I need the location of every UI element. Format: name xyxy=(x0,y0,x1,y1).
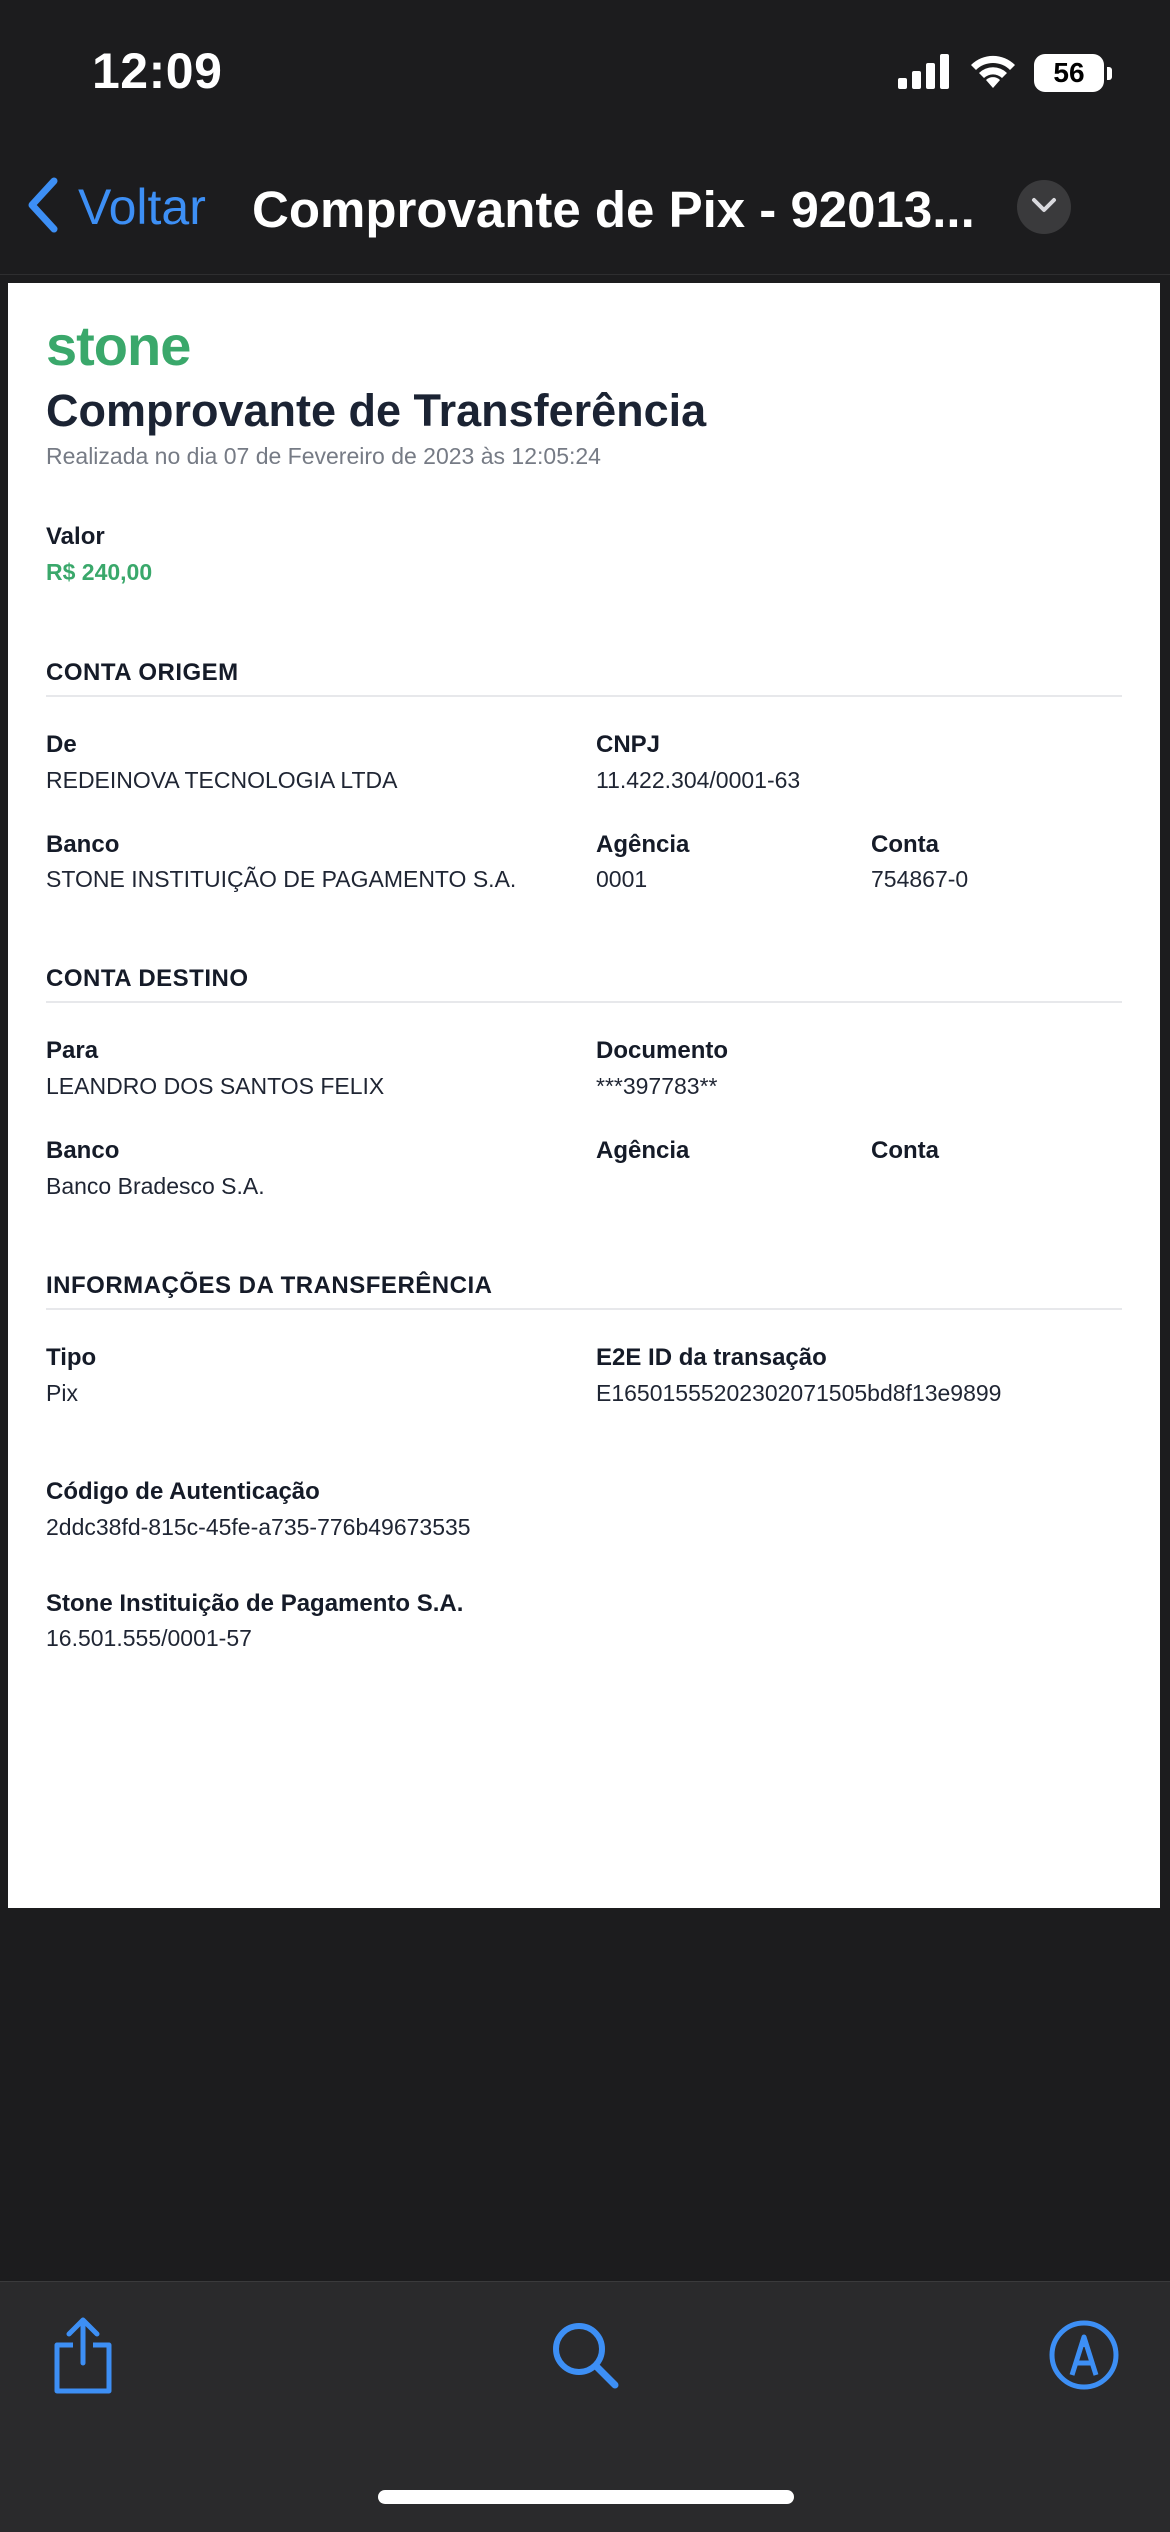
navigation-bar xyxy=(0,150,1170,275)
page-title: Comprovante de Pix - 92013... xyxy=(252,181,975,238)
section-divider xyxy=(46,695,1122,697)
back-label: Voltar xyxy=(78,179,206,235)
document-viewer[interactable] xyxy=(0,275,1170,2270)
home-indicator[interactable] xyxy=(378,2490,794,2504)
conta-origem-value: 754867-0 xyxy=(871,866,969,892)
agencia-origem-value: 0001 xyxy=(596,866,648,892)
share-button[interactable] xyxy=(38,2312,128,2402)
wifi-icon xyxy=(968,52,1018,95)
conta-destino-label: Conta xyxy=(871,1137,939,1164)
receipt-subtitle: Realizada no dia 07 de Fevereiro de 2023 às 12:05:24 xyxy=(46,443,601,469)
e2e-value: E16501555202302071505bd8f13e9899 xyxy=(596,1380,1002,1406)
agencia-origem-label: Agência xyxy=(596,831,690,858)
battery-icon xyxy=(1034,54,1104,92)
de-label: De xyxy=(46,731,77,758)
title-menu-button[interactable] xyxy=(1017,180,1071,234)
de-value: REDEINOVA TECNOLOGIA LTDA xyxy=(46,767,398,793)
share-icon xyxy=(51,2315,115,2400)
auth-code-value: 2ddc38fd-815c-45fe-a735-776b49673535 xyxy=(46,1514,471,1540)
cnpj-label: CNPJ xyxy=(596,731,661,758)
section-divider xyxy=(46,1308,1122,1310)
banco-origem-value: STONE INSTITUIÇÃO DE PAGAMENTO S.A. xyxy=(46,866,517,892)
battery-tip xyxy=(1107,67,1112,80)
banco-origem-label: Banco xyxy=(46,831,120,858)
back-button[interactable] xyxy=(24,174,206,240)
tipo-value: Pix xyxy=(46,1380,78,1406)
issuer-label: Stone Instituição de Pagamento S.A. xyxy=(46,1590,464,1617)
documento-value: ***397783** xyxy=(596,1073,718,1099)
cnpj-value: 11.422.304/0001-63 xyxy=(596,767,801,793)
valor-label: Valor xyxy=(46,523,105,550)
stone-logo: stone xyxy=(46,314,191,377)
documento-label: Documento xyxy=(596,1037,728,1064)
conta-origem-label: Conta xyxy=(871,831,939,858)
section-conta-destino: CONTA DESTINO xyxy=(46,965,249,992)
e2e-label: E2E ID da transação xyxy=(596,1344,827,1371)
banco-destino-label: Banco xyxy=(46,1137,120,1164)
markup-icon xyxy=(1048,2319,1120,2396)
para-value: LEANDRO DOS SANTOS FELIX xyxy=(46,1073,385,1099)
status-bar xyxy=(0,0,1170,150)
para-label: Para xyxy=(46,1037,99,1064)
search-icon xyxy=(549,2319,621,2396)
section-divider xyxy=(46,1001,1122,1003)
banco-destino-value: Banco Bradesco S.A. xyxy=(46,1173,265,1199)
chevron-down-icon xyxy=(1030,195,1058,220)
section-informacoes: INFORMAÇÕES DA TRANSFERÊNCIA xyxy=(46,1272,493,1299)
receipt-page xyxy=(8,283,1160,1908)
agencia-destino-label: Agência xyxy=(596,1137,690,1164)
cellular-signal-icon xyxy=(898,53,952,94)
status-icons xyxy=(898,50,1112,96)
issuer-value: 16.501.555/0001-57 xyxy=(46,1625,252,1651)
valor-value: R$ 240,00 xyxy=(46,559,153,585)
battery-level: 56 xyxy=(1053,57,1085,88)
chevron-left-icon xyxy=(24,175,64,240)
auth-code-label: Código de Autenticação xyxy=(46,1478,320,1505)
markup-button[interactable] xyxy=(1039,2312,1129,2402)
receipt-title: Comprovante de Transferência xyxy=(46,385,707,436)
search-button[interactable] xyxy=(540,2312,630,2402)
status-time: 12:09 xyxy=(92,43,223,99)
section-conta-origem: CONTA ORIGEM xyxy=(46,659,239,686)
tipo-label: Tipo xyxy=(46,1344,97,1371)
